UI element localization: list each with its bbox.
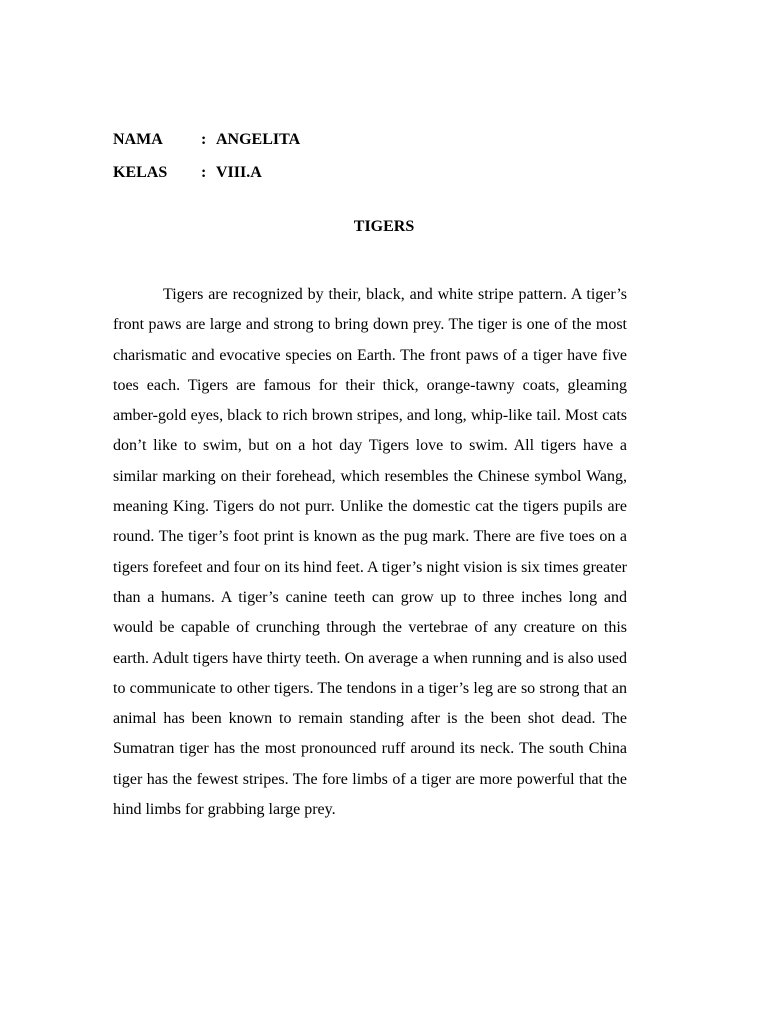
name-row	[113, 123, 300, 156]
class-colon: :	[201, 164, 207, 181]
class-label: KELAS	[113, 164, 168, 181]
essay-paragraph: Tigers are recognized by their, black, and white stripe pattern. A tiger’s front paws are large and strong to bring down prey. The tiger is one of the most charismatic and evocative species on Earth. The front paws of a tiger have five toes each. Tigers are famous for their thick, orange-tawny coats, gleaming amber-gold eyes, black to rich brown stripes, and long, whip-like tail. Most cats don’t like to swim, but on a hot day Tigers love to swim. All tigers have a similar marking on their forehead, which resembles the Chinese symbol Wang, meaning King. Tigers do not purr. Unlike the domestic cat the tigers pupils are round. The tiger’s foot print is known as the pug mark. There are five toes on a tigers forefeet and four on its hind feet. A tiger’s night vision is six times greater than a humans. A tiger’s canine teeth can grow up to three inches long and would be capable of crunching through the vertebrae of any creature on this earth. Adult tigers have thirty teeth. On average a when running and is also used to communicate to other tigers. The tendons in a tiger’s leg are so strong that an animal has been known to remain standing after is the been shot dead. The Sumatran tiger has the most pronounced ruff around its neck. The south China tiger has the fewest stripes. The fore limbs of a tiger are more powerful that the hind limbs for grabbing large prey.	[113, 286, 627, 819]
class-value: VIII.A	[216, 164, 262, 181]
essay-title: TIGERS	[353, 218, 415, 235]
name-label: NAMA	[113, 131, 163, 148]
name-colon: :	[201, 131, 207, 148]
class-row	[113, 156, 300, 189]
name-value: ANGELITA	[216, 131, 301, 148]
student-info	[113, 123, 300, 189]
